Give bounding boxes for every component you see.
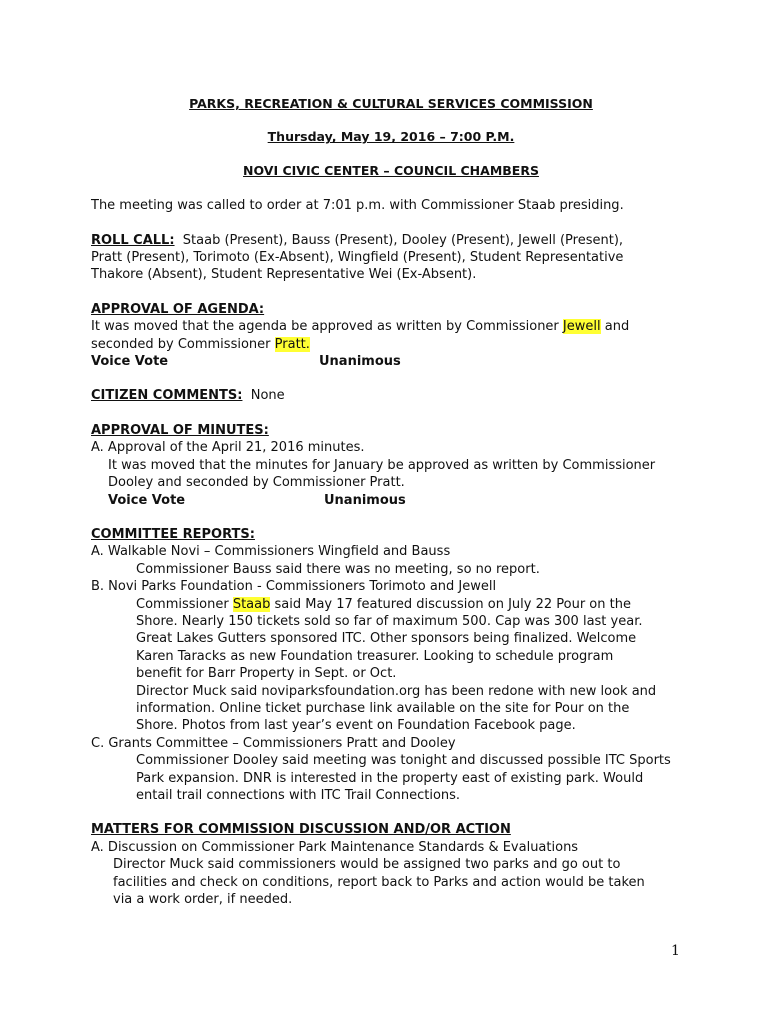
document-page bbox=[91, 95, 691, 908]
matters-section bbox=[91, 821, 691, 908]
committee-b-line-5: benefit for Barr Property in Sept. or Oct. bbox=[136, 666, 397, 682]
roll-call-section bbox=[91, 232, 691, 284]
call-to-order: The meeting was called to order at 7:01 p.m. with Commissioner Staab presiding. bbox=[91, 198, 624, 214]
matters-label: MATTERS FOR COMMISSION DISCUSSION AND/OR ACTION bbox=[91, 822, 511, 838]
roll-call-line-1: ROLL CALL: Staab (Present), Bauss (Present), Dooley (Present), Jewell (Present), bbox=[91, 232, 624, 248]
committee-section bbox=[91, 526, 691, 805]
matters-a-line-3: via a work order, if needed. bbox=[113, 892, 293, 908]
minutes-line-3: Dooley and seconded by Commissioner Pratt. bbox=[108, 475, 405, 491]
minutes-item-a: A. Approval of the April 21, 2016 minutes. bbox=[91, 440, 365, 456]
matters-a-title: A. Discussion on Commissioner Park Maintenance Standards & Evaluations bbox=[91, 839, 579, 855]
minutes-line-2: It was moved that the minutes for January be approved as written by Commissioner bbox=[108, 457, 656, 473]
page-number: 1 bbox=[671, 943, 680, 959]
committee-b-line-8: Shore. Photos from last year’s event on Foundation Facebook page. bbox=[136, 718, 576, 734]
committee-a-title: A. Walkable Novi – Commissioners Wingfield and Bauss bbox=[91, 544, 451, 560]
committee-label: COMMITTEE REPORTS: bbox=[91, 526, 255, 542]
committee-c-line-1: Commissioner Dooley said meeting was tonight and discussed possible ITC Sports bbox=[136, 753, 671, 769]
committee-b-line-1: Commissioner Staab said May 17 featured discussion on July 22 Pour on the bbox=[136, 596, 631, 612]
document-title: PARKS, RECREATION & CULTURAL SERVICES COMMISSION bbox=[189, 96, 593, 111]
citizen-comments: CITIZEN COMMENTS: None bbox=[91, 388, 285, 404]
minutes-section bbox=[91, 422, 691, 509]
meeting-date: Thursday, May 19, 2016 – 7:00 P.M. bbox=[267, 129, 515, 145]
roll-call-label: ROLL CALL: bbox=[91, 232, 175, 248]
agenda-line-1: It was moved that the agenda be approved as written by Commissioner Jewell and bbox=[91, 319, 630, 335]
matters-a-line-1: Director Muck said commissioners would be assigned two parks and go out to bbox=[113, 857, 621, 873]
committee-b-line-3: Great Lakes Gutters sponsored ITC. Other sponsors being finalized. Welcome bbox=[136, 631, 637, 647]
highlight-staab: Staab bbox=[232, 596, 271, 612]
committee-c-line-2: Park expansion. DNR is interested in the property east of existing park. Would bbox=[136, 770, 644, 786]
committee-b-title: B. Novi Parks Foundation - Commissioners Torimoto and Jewell bbox=[91, 579, 497, 595]
agenda-section bbox=[91, 301, 691, 371]
meeting-location: NOVI CIVIC CENTER – COUNCIL CHAMBERS bbox=[243, 162, 539, 178]
committee-a-line-1: Commissioner Bauss said there was no meeting, so no report. bbox=[136, 561, 540, 577]
matters-a-line-2: facilities and check on conditions, report back to Parks and action would be taken bbox=[113, 874, 645, 890]
vote-result: Unanimous bbox=[324, 492, 406, 508]
roll-call-line-2: Pratt (Present), Torimoto (Ex-Absent), Wingfield (Present), Student Representative bbox=[91, 250, 624, 266]
vote-label: Voice Vote bbox=[108, 492, 186, 508]
committee-b-line-7: information. Online ticket purchase link available on the site for Pour on the bbox=[136, 700, 630, 716]
citizen-label: CITIZEN COMMENTS: bbox=[91, 388, 243, 404]
committee-c-title: C. Grants Committee – Commissioners Pratt and Dooley bbox=[91, 735, 456, 751]
committee-b-line-4: Karen Taracks as new Foundation treasurer. Looking to schedule program bbox=[136, 648, 614, 664]
agenda-vote bbox=[91, 353, 691, 370]
committee-c-line-3: entail trail connections with ITC Trail Connections. bbox=[136, 788, 461, 803]
agenda-label: APPROVAL OF AGENDA: bbox=[91, 301, 265, 317]
roll-call-line-3: Thakore (Absent), Student Representative Wei (Ex-Absent). bbox=[91, 267, 477, 283]
committee-b-line-2: Shore. Nearly 150 tickets sold so far of maximum 500. Cap was 300 last year. bbox=[136, 613, 643, 629]
committee-b-line-6: Director Muck said noviparksfoundation.org has been redone with new look and bbox=[136, 683, 657, 699]
vote-label: Voice Vote bbox=[91, 354, 169, 370]
agenda-line-2: seconded by Commissioner Pratt. bbox=[91, 336, 310, 352]
highlight-pratt: Pratt. bbox=[274, 336, 310, 352]
highlight-jewell: Jewell bbox=[562, 319, 601, 335]
minutes-vote bbox=[91, 492, 691, 509]
minutes-label: APPROVAL OF MINUTES: bbox=[91, 422, 269, 438]
vote-result: Unanimous bbox=[319, 354, 401, 370]
